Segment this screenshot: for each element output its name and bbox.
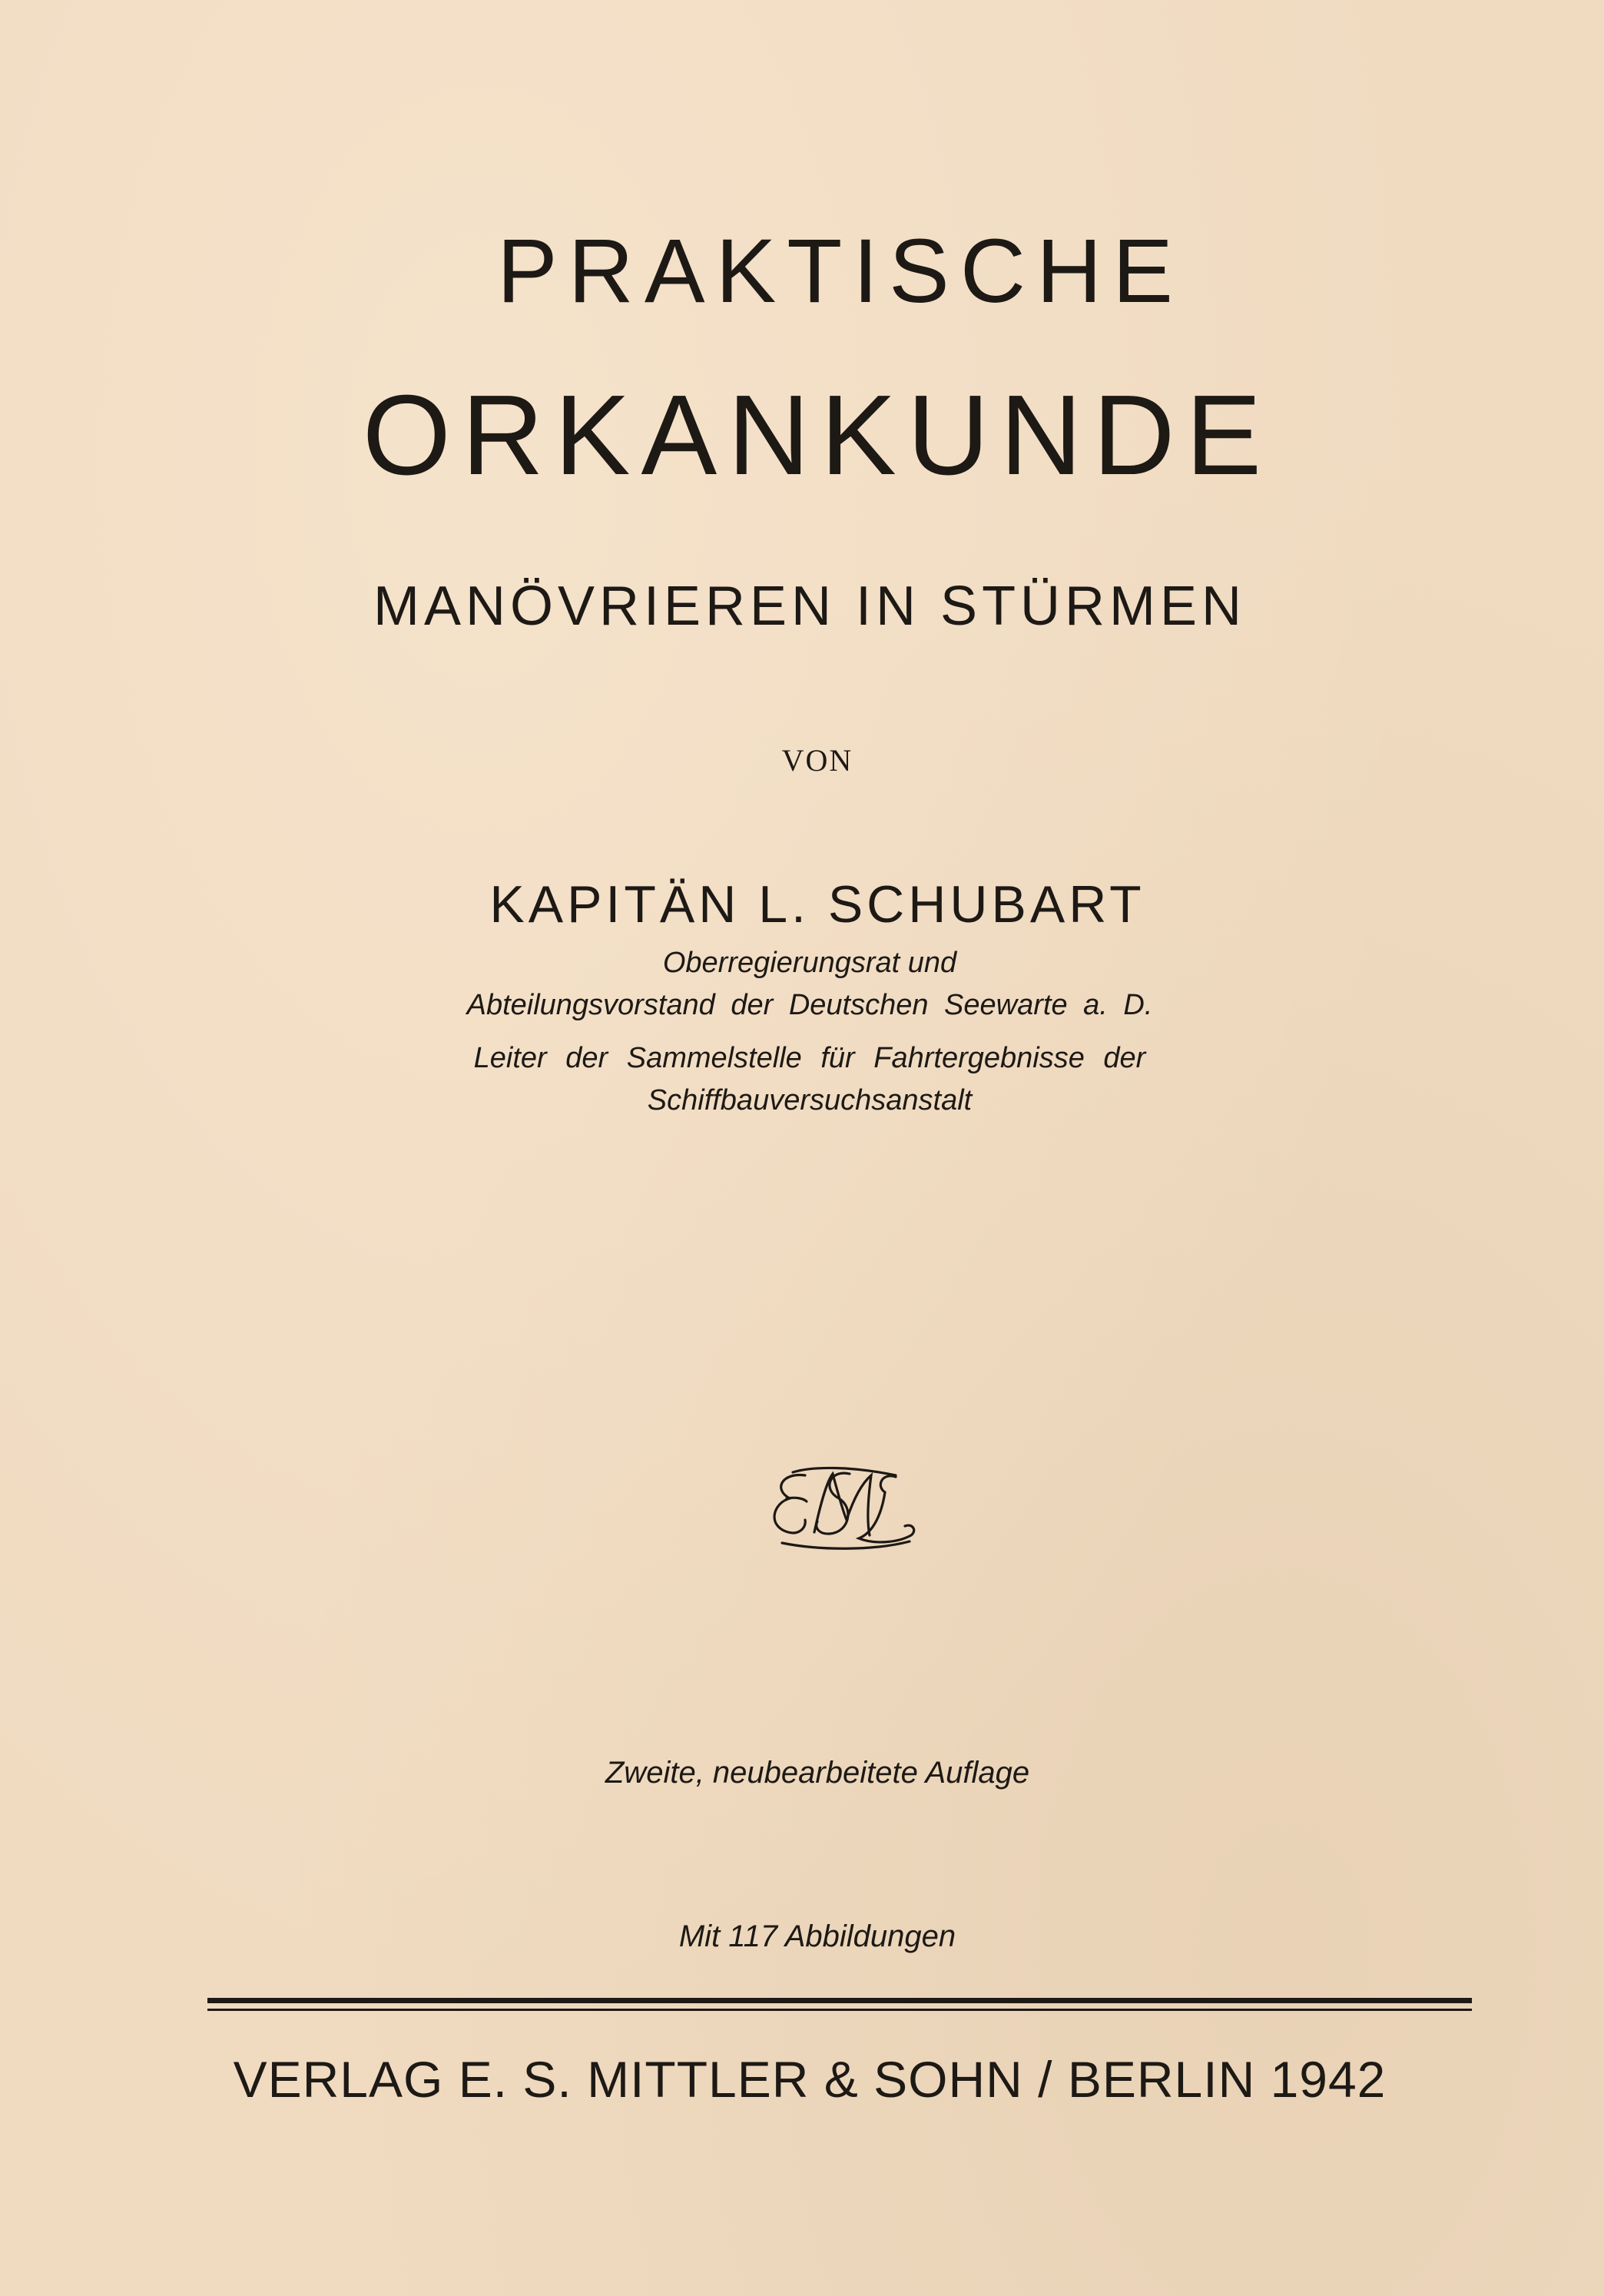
publisher-monogram-icon bbox=[759, 1458, 928, 1566]
by-label: VON bbox=[781, 743, 853, 778]
divider-rule-thick bbox=[207, 1998, 1472, 2003]
title-line-2: ORKANKUNDE bbox=[362, 372, 1273, 499]
divider-rule-thin bbox=[207, 2009, 1472, 2011]
subtitle: MANÖVRIEREN IN STÜRMEN bbox=[373, 576, 1247, 637]
author-name: KAPITÄN L. SCHUBART bbox=[489, 875, 1145, 934]
author-role-4: Schiffbauversuchsanstalt bbox=[647, 1084, 973, 1116]
edition-note: Zweite, neubearbeitete Auflage bbox=[605, 1756, 1030, 1790]
author-role-3: Leiter der Sammelstelle für Fahrtergebnisse der bbox=[473, 1042, 1146, 1074]
author-role-1: Oberregierungsrat und bbox=[662, 947, 957, 979]
publisher-imprint: VERLAG E. S. MITTLER & SOHN / BERLIN 1942 bbox=[233, 2051, 1387, 2108]
figures-note: Mit 117 Abbildungen bbox=[678, 1919, 956, 1953]
title-line-1: PRAKTISCHE bbox=[496, 221, 1185, 322]
author-role-2: Abteilungsvorstand der Deutschen Seewarte a. D. bbox=[466, 989, 1153, 1021]
